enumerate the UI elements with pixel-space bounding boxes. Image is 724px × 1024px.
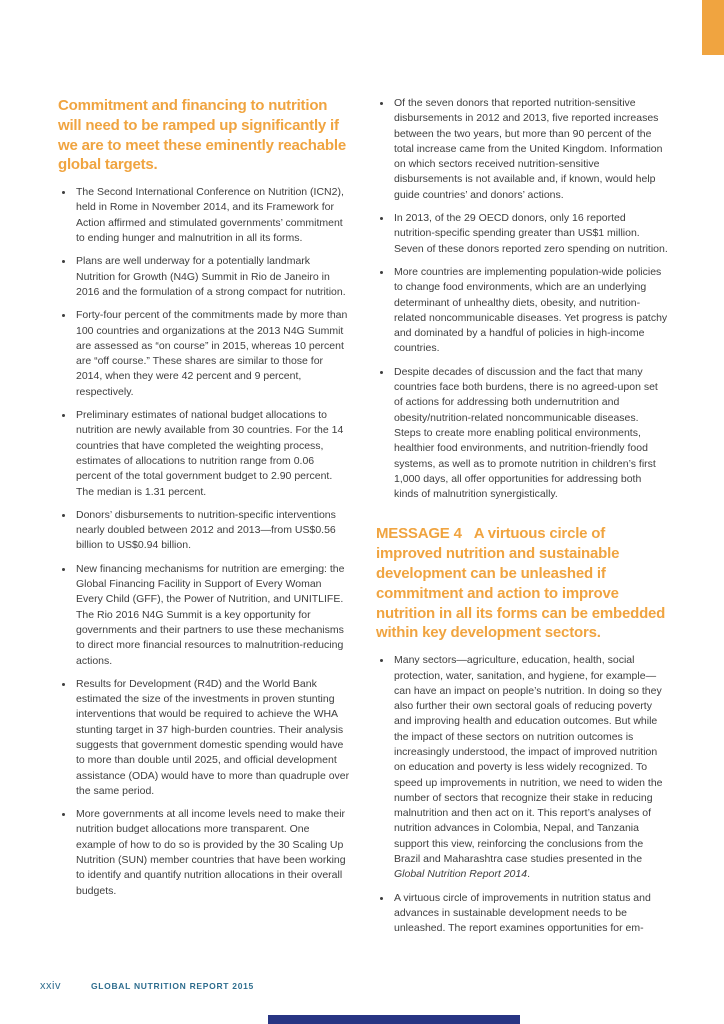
bullet-financing-mechanisms: • New financing mechanisms for nutrition are emerging: the Global Financing Facility in Support of Every Woman Every Child (GFF), the Power of Nutrition, and UNITLIFE. The Rio 2016 N4G Summit is a key opportunity for governments and their partners to use these mechanisms to direct more financial resources to malnutrition-reducing actions. [74, 562, 350, 669]
left-column [58, 96, 350, 945]
bullet-budget-allocations: • Preliminary estimates of national budget allocations to nutrition are newly available from 30 countries. For the 14 countries that have completed the weighting process, estimates of allocations to nutrition range from 0.06 percent of the total government budget to 2.90 percent. The median is 1.31 percent. [74, 408, 350, 500]
section-heading-commitment: Commitment and financing to nutrition will need to be ramped up significantly if we are to meet these eminently reachable global targets. [58, 97, 346, 174]
report-2014-italic-title: Global Nutrition Report 2014 [394, 868, 528, 881]
bullet-many-sectors-text: Many sectors—agriculture, education, health, social protection, water, sanitation, and hygiene, for example—can have an impact on people’s nutrition. In doing so they also further their own sectoral goals of reducing poverty and improving health and education outcomes. But while the impact of these sectors on nutrition outcomes is increasingly understood, the impact of improved nutrition on education and poverty is less widely recognized. To speed up improvements in nutrition, we need to widen the number of sectors that recognize their stake in reducing malnutrition and then act on it. This report’s analyses of nutrition advances in Colombia, Nepal, and Tanzania support this view, reinforcing the conclusions from the Brazil and Maharashtra case studies presented in the [394, 654, 663, 866]
bullet-oecd-donors: • In 2013, of the 29 OECD donors, only 16 reported nutrition-specific spending greater than US$1 million. Seven of these donors reported zero spending on nutrition. [392, 211, 668, 257]
page-footer [40, 980, 254, 992]
bottom-bar [268, 1015, 520, 1024]
bullet-many-sectors-period: . [527, 868, 530, 881]
bullet-icn2: • The Second International Conference on Nutrition (ICN2), held in Rome in November 2014, and its Framework for Action affirmed and stimulated governments’ commitment to ending hunger and malnutrition in all its forms. [74, 185, 350, 246]
bullet-food-environment-policies: • More countries are implementing population-wide policies to change food environments, which are an underlying determinant of unhealthy diets, obesity, and nutrition-related noncommunicable diseases. Yet progress is patchy and dominated by a handful of policies in high-income countries. [392, 265, 668, 357]
page-number: xxiv [40, 980, 61, 992]
right-column [376, 96, 668, 945]
bullet-r4d-world-bank: • Results for Development (R4D) and the World Bank estimated the size of the investments in proven stunting interventions that would be required to achieve the WHA stunting target in 37 high-burden countries. Their analysis suggests that government domestic spending would have to more than double until 2025, and official development assistance (ODA) would have to more than quadruple over the same period. [74, 677, 350, 799]
bullet-n4g-summit: • Plans are well underway for a potentially landmark Nutrition for Growth (N4G) Summit in Rio de Janeiro in 2016 and the formulation of a strong compact for nutrition. [74, 254, 350, 300]
page-edge-tab [702, 0, 724, 55]
bullet-virtuous-circle: • A virtuous circle of improvements in nutrition status and advances in sustainable development needs to be unleashed. The report examines opportunities for em- [392, 891, 668, 937]
report-title: GLOBAL NUTRITION REPORT 2015 [90, 981, 254, 991]
bullet-commitments-on-course: • Forty-four percent of the commitments made by more than 100 countries and organizations at the 2013 N4G Summit are assessed as “on course” in 2015, whereas 10 percent are “off course.” These shares are similar to those for 2014, when they were 42 percent and 9 percent, respectively. [74, 308, 350, 400]
bullet-transparency: • More governments at all income levels need to make their nutrition budget allocations more transparent. One example of how to do so is provided by the 30 Scaling Up Nutrition (SUN) member countries that have been working to identify and quantify nutrition allocations in their overall budgets. [74, 807, 350, 899]
message-4-text: A virtuous circle of improved nutrition and sustainable development can be unleashed if commitment and action to improve nutrition in all its forms can be embedded within key development sectors. [376, 525, 666, 642]
message-4-heading [376, 524, 668, 643]
left-bullet-list [58, 185, 350, 899]
bullet-donor-disbursements: • Donors’ disbursements to nutrition-specific interventions nearly doubled between 2012 and 2013—from US$0.56 billion to US$0.94 billion. [74, 508, 350, 554]
bullet-many-sectors [392, 653, 668, 882]
right-bullet-list-top [376, 96, 668, 502]
page-content [58, 96, 668, 945]
bullet-double-burden: • Despite decades of discussion and the fact that many countries face both burdens, there is no agreed-upon set of actions for addressing both undernutrition and obesity/nutrition-related noncommunicable diseases. Steps to create more enabling political environments, healthier food environments, and nutrition-friendly food systems, as well as to promote nutrition in children’s first 1,000 days, all offer opportunities for addressing both kinds of malnutrition synergistically. [392, 365, 668, 503]
message-4-label: MESSAGE 4 [376, 525, 462, 543]
bullet-seven-donors: • Of the seven donors that reported nutrition-sensitive disbursements in 2012 and 2013, five reported increases between the two years, but more than 90 percent of the total increase came from the United Kingdom. Information on which sectors received nutrition-sensitive disbursements is not available and, if known, would help guide countries’ and donors’ actions. [392, 96, 668, 203]
right-bullet-list-bottom [376, 653, 668, 936]
